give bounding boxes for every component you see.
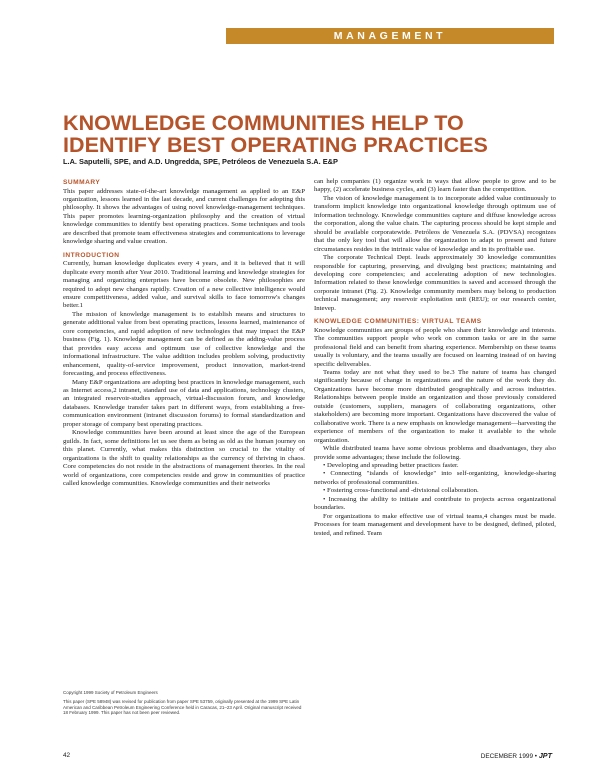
body-paragraph: can help companies (1) organize work in ways that allow people to grow and to be happy, (2) accelerate business cycles, and (3) learn faster than the competition. [314,178,556,194]
virtual-teams-paragraph: Knowledge communities are groups of people who share their knowledge and interests. The communities support people who work on common tasks or are in the same professional field and can benefit from sharing experience. Membership on these teams usually is voluntary, and the teams usually are focused on learning instead of on having specific deliverables. [314,326,556,368]
right-column [314,178,556,538]
footer-journal-info [481,751,552,760]
bullet-item: • Increasing the ability to initiate and contribute to projects across organizational boundaries. [314,495,556,512]
journal-logo: JPT [538,751,552,760]
summary-text: This paper addresses state-of-the-art knowledge management as applied to an E&P organization, lessons learned in the last decade, and current challenges for adopting this philosophy. It shows the advantages of using novel knowledge-management techniques. This paper promotes learning-organization philosophy and the creation of virtual knowledge communities to identify best operating practices. Some techniques and tools are described that promote team effectiveness strategies and communications to leverage knowledge sharing and value creation. [63,187,305,246]
bullet-item: • Developing and spreading better practices faster. [323,462,459,469]
body-paragraph: The vision of knowledge management is to incorporate added value continuously to transform implicit knowledge into organizational knowledge through optimum use of information technology. Knowledge communities capture and diffuse knowledge across the corporation, along the value chain. The capturing process should be kept simple and should be available corporatewide. Petróleos de Venezuela S.A. (PDVSA) recognizes that the only key tool that will allow the organization to adapt to present and future circumstances resides in the intrinsic value of knowledge and in its profitable use. [314,194,556,253]
bullet-item: • Fostering cross-functional and -divisional collaboration. [323,487,479,495]
section-label-band: MANAGEMENT [226,28,554,44]
summary-heading: SUMMARY [63,179,101,186]
virtual-teams-paragraph: Teams today are not what they used to be.3 The nature of teams has changed significantly because of change in organizations and the nature of the work they do. Organizations have become more distributed geographically and across industries. Relationships between people inside an organization and those previously considered outside (customers, suppliers, managers of collaborating organizations, other stakeholders) are becoming more important. Organizations have discovered the value of collaborative work. There is a new emphasis on knowledge management—harvesting the experience of members of the organization to make it available to the whole organization. [314,369,556,444]
left-column [63,178,305,488]
page-number: 42 [63,752,71,759]
article-title: KNOWLEDGE COMMUNITIES HELP TO IDENTIFY BEST OPERATING PRACTICES [63,111,488,157]
intro-paragraph: The mission of knowledge management is to establish means and structures to generate additional value from best operating practices, lessons learned, maintenance of core competencies, and rapid adoption of new technologies that may impact the E&P business (Fig. 1). Knowledge management can be defined as the adding-value process that provides easy access and optimum use of collective knowledge and the informational infrastructure. The value addition includes problem solving, productivity enhancement, quality-of-service improvement, product innovation, market-trend forecasting, and process effectiveness. [63,310,305,378]
virtual-teams-paragraph: While distributed teams have some obvious problems and disadvantages, they also provide some advantages; these include the following. [314,445,556,461]
footer-date: DECEMBER 1999 • [480,753,538,760]
footnotes [63,690,305,716]
introduction-heading: INTRODUCTION [63,251,120,259]
bullet-item: • Connecting "islands of knowledge" into self-organizing, knowledge-sharing networks of professional communities. [314,470,556,486]
article-authors: L.A. Saputelli, SPE, and A.D. Ungredda, SPE, Petróleos de Venezuela S.A. E&P [63,157,338,166]
body-paragraph: The corporate Technical Dept. leads approximately 30 knowledge communities responsible for capturing, preserving, and divulging best practices; maintaining and developing core competencies; and accelerating adoption of new technologies. Information related to these knowledge communities is saved and accessed through the corporate intranet (Fig. 2). Knowledge community members may belong to production technical management; any reservoir exploitation unit (REU); or our research center, Intevep. [314,254,556,312]
virtual-teams-closing: For organizations to make effective use of virtual teams,4 changes must be made. Processes for team management and development have to be designed, defined, piloted, tested, and refined. Team [314,512,556,537]
publication-note: This paper (SPE 58948) was revised for publication from paper SPE 53759, originally presented at the 1999 SPE Latin American and Caribbean Petroleum Engineering Conference held in Caracas, 21–23 April. Original manuscript received 18 February 1999. This paper has not been peer reviewed. [63,698,302,716]
virtual-teams-heading: KNOWLEDGE COMMUNITIES: VIRTUAL TEAMS [314,318,482,326]
copyright-note: Copyright 1999 Society of Petroleum Engineers [63,690,158,695]
intro-paragraph: Many E&P organizations are adopting best practices in knowledge management, such as Internet access,2 intranet, standard use of data and applications, technology clusters, an integrated reservoir-studies approach, virtual-discussion forum, and knowledge databases. Knowledge transfer takes part in different ways, from establishing a free-communication environment (intranet discussion forums) to formal standardization and proper storage of company best operating practices. [63,378,305,428]
intro-paragraph: Knowledge communities have been around at least since the age of the European guilds. In fact, some definitions let us see them as being as old as the human journey on this planet. Currently, what makes this distinction so crucial to the vitality of organizations is the shift to quality relationships as the currency of thriving in chaos. Core competencies do not reside in the abstractions of management theories. In the real world of organizations, core competencies reside and grow in communities of practice called knowledge communities. Knowledge communities and their networks [63,429,305,487]
intro-paragraph: Currently, human knowledge duplicates every 4 years, and it is believed that it will duplicate every month after Year 2010. Traditional learning and knowledge strategies for managing and organizing enterprises have become obsolete. New philosophies are required to adopt new changes rapidly. Creation of a new collective intelligence would ensure competitiveness, added value, and survival skills to face tomorrow's changes better.1 [63,260,305,310]
